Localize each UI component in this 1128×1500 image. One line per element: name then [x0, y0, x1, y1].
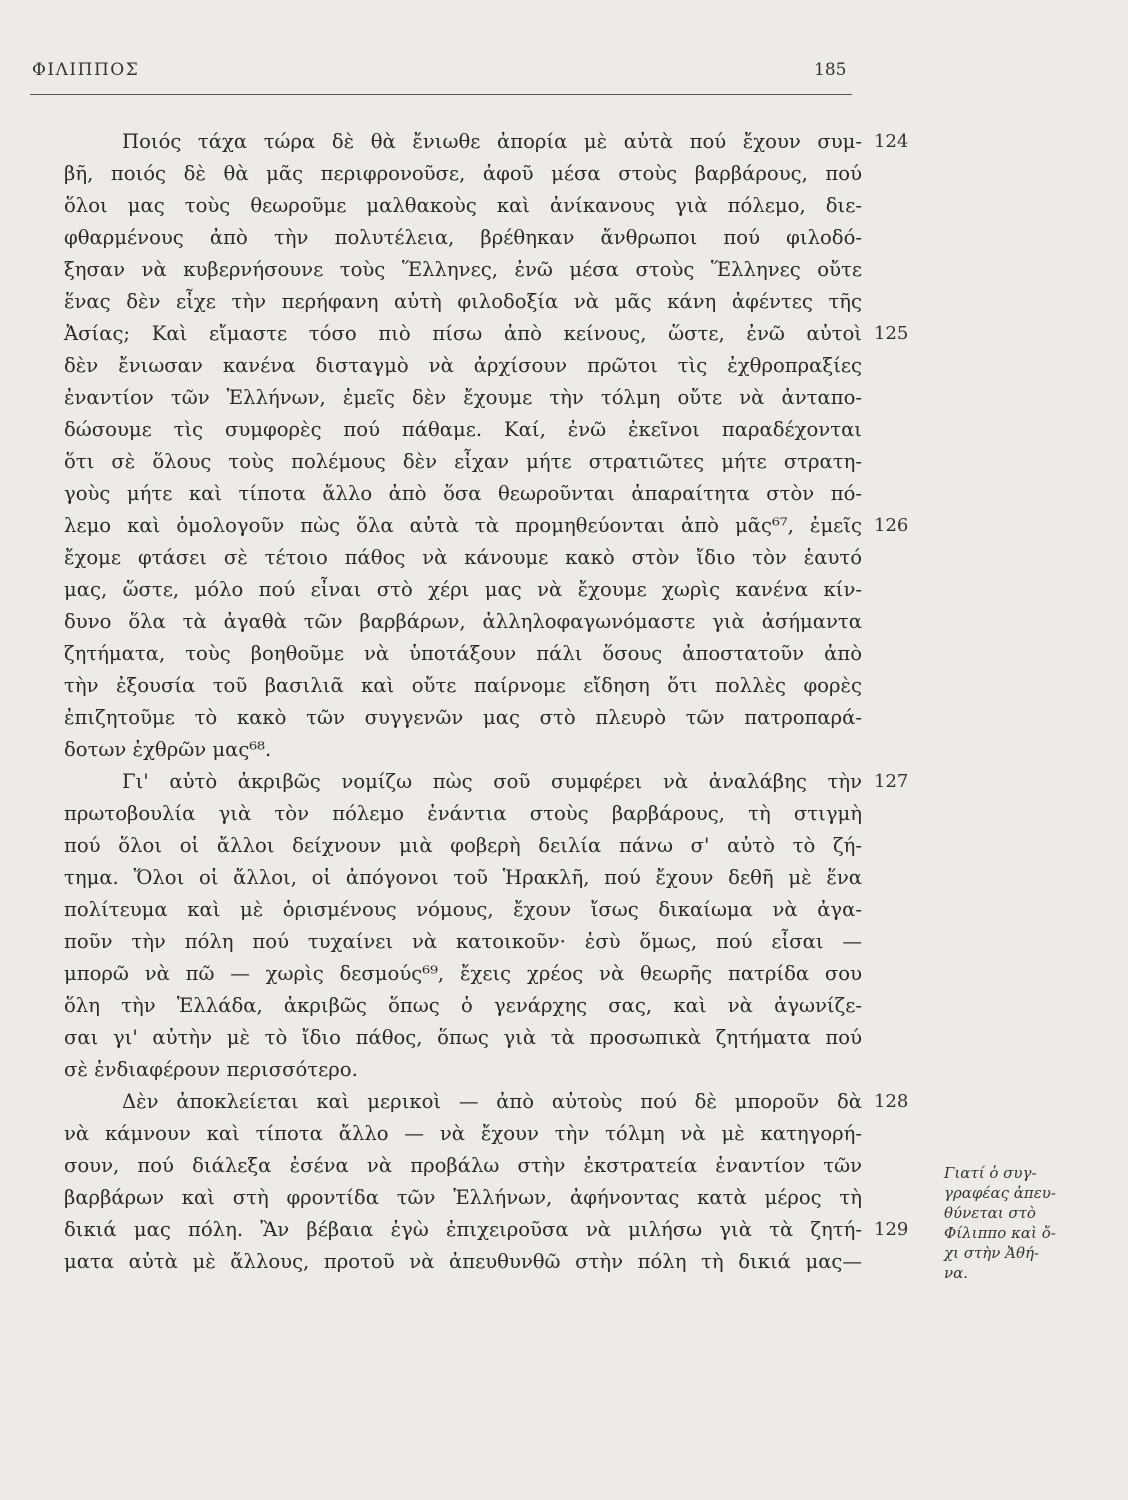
text-line: ὅτι σὲ ὅλους τοὺς πολέμους δὲν εἶχαν μήτε στρατιῶτες μήτε στρατη-: [64, 450, 862, 473]
text-line: δοτων ἐχθρῶν μας⁶⁸.: [64, 738, 272, 761]
margin-note-line: θύνεται στὸ: [944, 1204, 1036, 1222]
text-line: δὲν ἔνιωσαν κανένα δισταγμὸ νὰ ἀρχίσουν πρῶτοι τὶς ἐχθροπραξίες: [64, 354, 862, 377]
text-line: σουν, πού διάλεξα ἐσένα νὰ προβάλω στὴν ἐκστρατεία ἐναντίον τῶν: [64, 1154, 862, 1177]
section-number: 125: [874, 323, 909, 344]
text-line: ζητήματα, τοὺς βοηθοῦμε νὰ ὑποτάξουν πάλι ὅσους ἀποστατοῦν ἀπὸ: [64, 642, 862, 665]
text-line: φθαρμένους ἀπὸ τὴν πολυτέλεια, βρέθηκαν ἄνθρωποι πού φιλοδό-: [64, 226, 862, 249]
text-line: ποῦν τὴν πόλη πού τυχαίνει νὰ κατοικοῦν· ἐσὺ ὅμως, πού εἶσαι —: [64, 930, 862, 953]
margin-note-line: γραφέας ἀπευ-: [944, 1184, 1056, 1202]
margin-note-line: να.: [944, 1264, 969, 1282]
section-number: 126: [874, 515, 909, 536]
text-line: βῆ, ποιός δὲ θὰ μᾶς περιφρονοῦσε, ἀφοῦ μέσα στοὺς βαρβάρους, πού: [64, 162, 862, 185]
text-line: ἕνας δὲν εἶχε τὴν περήφανη αὐτὴ φιλοδοξία νὰ μᾶς κάνη ἀφέντες τῆς: [64, 290, 862, 313]
text-line: μπορῶ νὰ πῶ — χωρὶς δεσμούς⁶⁹, ἔχεις χρέος νὰ θεωρῆς πατρίδα σου: [64, 962, 862, 985]
text-line: νὰ κάμνουν καὶ τίποτα ἄλλο — νὰ ἔχουν τὴν τόλμη νὰ μὲ κατηγορή-: [64, 1122, 862, 1145]
margin-note-line: Φίλιππο καὶ ὄ-: [944, 1224, 1056, 1242]
section-number: 124: [874, 131, 909, 152]
text-line: Δὲν ἀποκλείεται καὶ μερικοὶ — ἀπὸ αὐτοὺς πού δὲ μποροῦν δὰ: [122, 1090, 862, 1113]
text-line: ὅλη τὴν Ἑλλάδα, ἀκριβῶς ὅπως ὁ γενάρχης σας, καὶ νὰ ἀγωνίζε-: [64, 994, 862, 1017]
margin-note-line: χι στὴν Ἀθή-: [944, 1244, 1040, 1262]
text-line: σὲ ἐνδιαφέρουν περισσότερο.: [64, 1058, 358, 1081]
text-line: δώσουμε τὶς συμφορὲς πού πάθαμε. Καί, ἐνῶ ἐκεῖνοι παραδέχονται: [64, 418, 862, 441]
text-line: ξησαν νὰ κυβερνήσουνε τοὺς Ἕλληνες, ἐνῶ μέσα στοὺς Ἕλληνες οὔτε: [64, 258, 862, 281]
text-line: σαι γι' αὐτὴν μὲ τὸ ἴδιο πάθος, ὅπως γιὰ τὰ προσωπικὰ ζητήματα πού: [64, 1026, 862, 1049]
margin-note-line: Γιατί ὁ συγ-: [944, 1164, 1037, 1182]
margin-note: [944, 1163, 1094, 1283]
text-line: ἔχομε φτάσει σὲ τέτοιο πάθος νὰ κάνουμε κακὸ στὸν ἴδιο τὸν ἑαυτό: [64, 546, 862, 569]
text-line: πού ὅλοι οἱ ἄλλοι δείχνουν μιὰ φοβερὴ δειλία πάνω σ' αὐτὸ τὸ ζή-: [64, 834, 862, 857]
text-line: πρωτοβουλία γιὰ τὸν πόλεμο ἐνάντια στοὺς βαρβάρους, τὴ στιγμὴ: [64, 802, 862, 825]
text-line: ματα αὐτὰ μὲ ἄλλους, προτοῦ νὰ ἀπευθυνθῶ στὴν πόλη τὴ δικιά μας—: [64, 1250, 862, 1273]
section-number: 127: [874, 771, 909, 792]
text-line: ἐπιζητοῦμε τὸ κακὸ τῶν συγγενῶν μας στὸ πλευρὸ τῶν πατροπαρά-: [64, 706, 862, 729]
text-line: μας, ὥστε, μόλο πού εἶναι στὸ χέρι μας νὰ ἔχουμε χωρὶς κανένα κίν-: [64, 578, 862, 601]
text-line: βαρβάρων καὶ στὴ φροντίδα τῶν Ἑλλήνων, ἀφήνοντας κατὰ μέρος τὴ: [64, 1186, 862, 1209]
running-head-title: ΦΙΛΙΠΠΟΣ: [32, 60, 140, 80]
text-line: τημα. Ὅλοι οἱ ἄλλοι, οἱ ἀπόγονοι τοῦ Ἡρακλῆ, πού ἔχουν δεθῆ μὲ ἕνα: [64, 866, 862, 889]
header-rule: [30, 94, 852, 95]
text-line: Ἀσίας; Καὶ εἴμαστε τόσο πιὸ πίσω ἀπὸ κείνους, ὥστε, ἐνῶ αὐτοὶ: [64, 322, 862, 345]
text-line: δυνο ὅλα τὰ ἀγαθὰ τῶν βαρβάρων, ἀλληλοφαγωνόμαστε γιὰ ἀσήμαντα: [64, 610, 862, 633]
text-line: τὴν ἐξουσία τοῦ βασιλιᾶ καὶ οὔτε παίρνομε εἴδηση ὅτι πολλὲς φορὲς: [64, 674, 862, 697]
text-line: Ποιός τάχα τώρα δὲ θὰ ἔνιωθε ἀπορία μὲ αὐτὰ πού ἔχουν συμ-: [122, 130, 862, 153]
section-number: 128: [874, 1091, 909, 1112]
text-line: ἐναντίον τῶν Ἑλλήνων, ἐμεῖς δὲν ἔχουμε τὴν τόλμη οὔτε νὰ ἀνταπο-: [64, 386, 862, 409]
text-line: λεμο καὶ ὁμολογοῦν πὼς ὅλα αὐτὰ τὰ προμηθεύονται ἀπὸ μᾶς⁶⁷, ἐμεῖς: [64, 514, 862, 537]
section-number: 129: [874, 1219, 909, 1240]
text-line: Γι' αὐτὸ ἀκριβῶς νομίζω πὼς σοῦ συμφέρει νὰ ἀναλάβης τὴν: [122, 770, 862, 793]
text-line: γοὺς μήτε καὶ τίποτα ἄλλο ἀπὸ ὅσα θεωροῦνται ἀπαραίτητα στὸν πό-: [64, 482, 862, 505]
page-number: 185: [814, 60, 847, 80]
text-line: πολίτευμα καὶ μὲ ὁρισμένους νόμους, ἔχουν ἴσως δικαίωμα νὰ ἀγα-: [64, 898, 862, 921]
text-line: δικιά μας πόλη. Ἂν βέβαια ἐγὼ ἐπιχειροῦσα νὰ μιλήσω γιὰ τὰ ζητή-: [64, 1218, 862, 1241]
text-line: ὅλοι μας τοὺς θεωροῦμε μαλθακοὺς καὶ ἀνίκανους γιὰ πόλεμο, διε-: [64, 194, 862, 217]
